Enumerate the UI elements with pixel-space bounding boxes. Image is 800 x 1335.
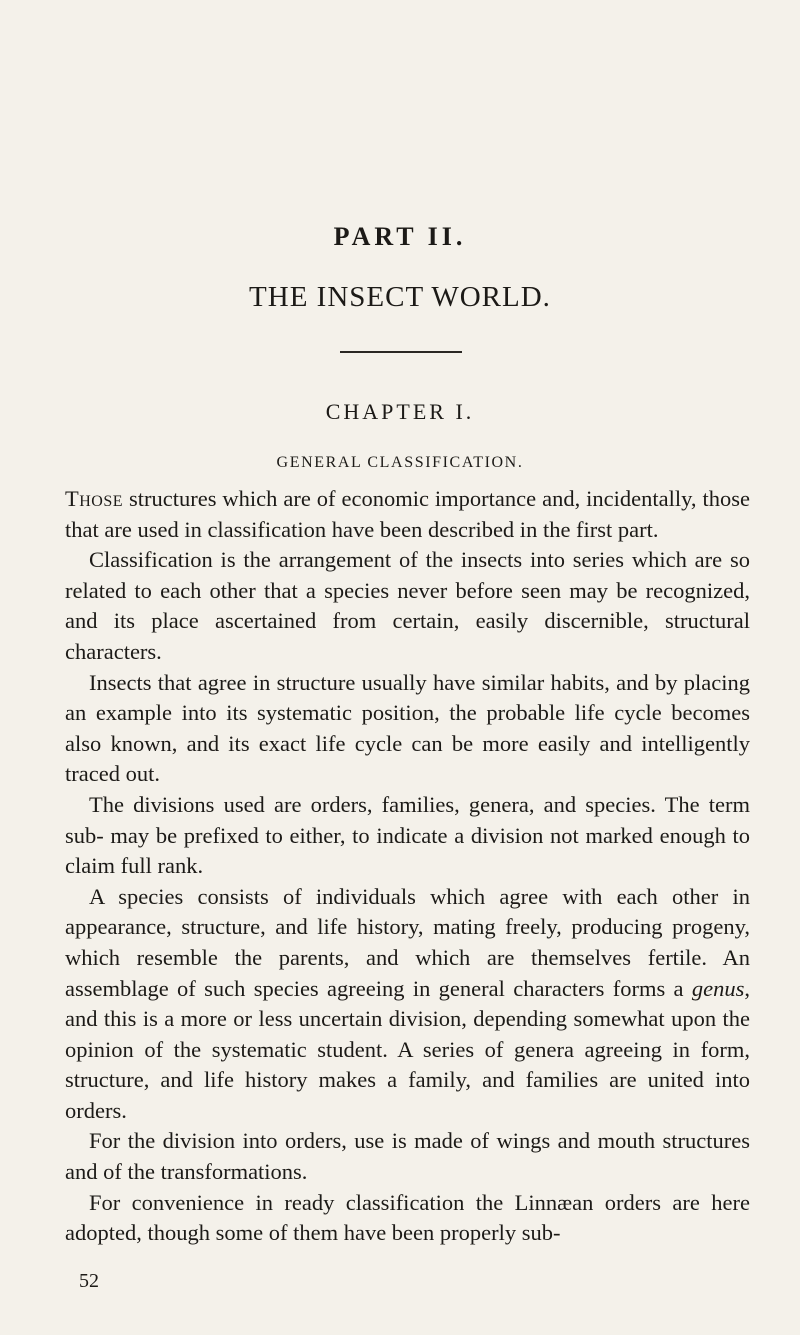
- chapter-subtitle: GENERAL CLASSIFICATION.: [276, 454, 524, 471]
- paragraph-2: Classification is the arrangement of the insects into series which are so related to each other that a species never before seen may be recognized, and its place ascertained from certain, easily discernible, structural characters.: [65, 547, 750, 664]
- title-divider: [340, 351, 462, 353]
- page-number: 52: [79, 1270, 99, 1292]
- paragraph-7: For convenience in ready classification the Linnæan orders are here adopted, though some of them have been properly sub-: [65, 1189, 750, 1246]
- paragraph-3: Insects that agree in structure usually have similar habits, and by placing an example into its systematic position, the probable life cycle becomes also known, and its exact life cycle can be more easily and intelligently traced out.: [65, 669, 750, 787]
- genus-term: genus: [691, 975, 745, 1001]
- paragraph-6: For the division into orders, use is made of wings and mouth structures and of the transformations.: [65, 1128, 750, 1185]
- section-title: THE INSECT WORLD.: [249, 281, 551, 313]
- paragraph-4: The divisions used are orders, families, genera, and species. The term sub- may be prefixed to either, to indicate a division not marked enough to claim full rank.: [65, 791, 750, 879]
- part-heading: PART II.: [333, 222, 467, 251]
- paragraph-5-text-b: , and this is a more or less uncertain division, depending somewhat upon the opinion of the systematic student. A series of genera agreeing in form, structure, and life history makes a family, and families are united into orders.: [65, 975, 750, 1123]
- chapter-heading: CHAPTER I.: [325, 399, 475, 424]
- paragraph-5-text-a: A species consists of individuals which agree with each other in appearance, structure, and life history, mating freely, producing progeny, which resemble the parents, and which are themselves fertile. An assemblage of such species agreeing in general characters forms a: [65, 883, 750, 1001]
- body-text: [65, 484, 750, 1249]
- paragraph-1-text: structures which are of economic importance and, incidentally, those that are used in classification have been described in the first part.: [65, 486, 750, 542]
- paragraph-lead-word: Those: [65, 486, 124, 511]
- paragraph-5: [65, 882, 750, 1127]
- paragraph-1: [65, 484, 750, 545]
